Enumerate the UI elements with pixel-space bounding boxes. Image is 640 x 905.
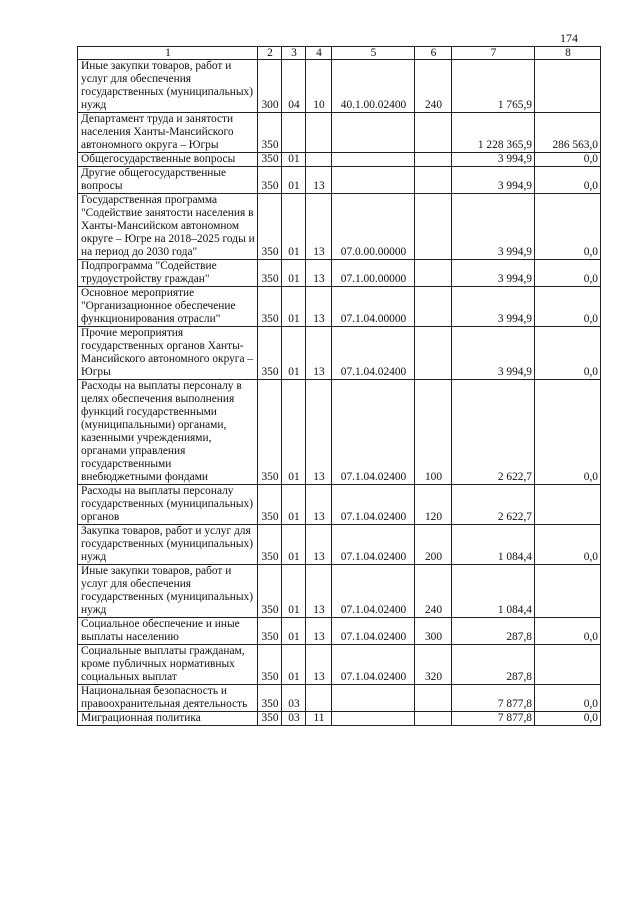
target-article-cell: 07.1.04.02400 [332,645,415,685]
section-cell: 01 [282,525,306,565]
expense-type-cell: 200 [415,525,452,565]
expense-type-cell: 320 [415,645,452,685]
section-cell: 01 [282,287,306,327]
subsection-cell: 13 [306,327,332,380]
row-name-cell: Закупка товаров, работ и услуг для государственных (муниципальных) нужд [78,525,258,565]
section-cell: 01 [282,194,306,260]
subsection-cell [306,113,332,153]
gr-code-cell: 350 [258,167,282,194]
subsection-cell: 13 [306,167,332,194]
target-article-cell: 07.1.04.02400 [332,618,415,645]
section-cell: 03 [282,685,306,712]
amount-cell: 7 877,8 [452,685,535,712]
table-row [78,380,601,485]
gr-code-cell: 350 [258,380,282,485]
section-cell: 01 [282,260,306,287]
table-row [78,153,601,167]
expense-type-cell [415,194,452,260]
gr-code-cell: 350 [258,153,282,167]
subvention-amount-cell [535,485,601,525]
target-article-cell: 07.1.00.00000 [332,260,415,287]
row-name-cell: Социальное обеспечение и иные выплаты населению [78,618,258,645]
row-name-cell: Государственная программа "Содействие занятости населения в Ханты-Мансийском автономном округе – Югре на 2018–2025 годы и на период до 2030 года" [78,194,258,260]
subvention-amount-cell: 0,0 [535,327,601,380]
target-article-cell [332,712,415,726]
target-article-cell: 07.1.04.02400 [332,485,415,525]
row-name-cell: Общегосударственные вопросы [78,153,258,167]
subsection-cell: 13 [306,287,332,327]
subvention-amount-cell [535,565,601,618]
gr-code-cell: 350 [258,113,282,153]
column-header: 6 [415,47,452,60]
amount-cell: 287,8 [452,618,535,645]
expense-type-cell [415,167,452,194]
subsection-cell: 13 [306,618,332,645]
row-name-cell: Прочие мероприятия государственных органов Ханты-Мансийского автономного округа – Югры [78,327,258,380]
target-article-cell [332,167,415,194]
subvention-amount-cell: 0,0 [535,287,601,327]
section-cell [282,113,306,153]
subvention-amount-cell: 286 563,0 [535,113,601,153]
expense-type-cell [415,153,452,167]
column-header: 2 [258,47,282,60]
section-cell: 01 [282,153,306,167]
gr-code-cell: 350 [258,287,282,327]
gr-code-cell: 350 [258,645,282,685]
subvention-amount-cell: 0,0 [535,194,601,260]
subsection-cell: 11 [306,712,332,726]
table-row [78,287,601,327]
expense-type-cell: 120 [415,485,452,525]
table-row [78,327,601,380]
section-cell: 01 [282,485,306,525]
subsection-cell: 10 [306,60,332,113]
subvention-amount-cell: 0,0 [535,525,601,565]
amount-cell: 3 994,9 [452,194,535,260]
table-row [78,712,601,726]
expense-type-cell: 100 [415,380,452,485]
table-row [78,194,601,260]
target-article-cell: 07.1.04.02400 [332,525,415,565]
table-row [78,525,601,565]
amount-cell: 3 994,9 [452,153,535,167]
target-article-cell: 07.0.00.00000 [332,194,415,260]
subvention-amount-cell: 0,0 [535,712,601,726]
gr-code-cell: 350 [258,685,282,712]
page-number: 174 [560,31,578,45]
subsection-cell: 13 [306,194,332,260]
subvention-amount-cell: 0,0 [535,260,601,287]
table-row [78,485,601,525]
table-row [78,645,601,685]
table-body [78,60,601,726]
row-name-cell: Социальные выплаты гражданам, кроме публичных нормативных социальных выплат [78,645,258,685]
row-name-cell: Национальная безопасность и правоохранительная деятельность [78,685,258,712]
table-row [78,60,601,113]
amount-cell: 3 994,9 [452,327,535,380]
subvention-amount-cell [535,645,601,685]
subsection-cell: 13 [306,260,332,287]
row-name-cell: Департамент труда и занятости населения Ханты-Мансийского автономного округа – Югры [78,113,258,153]
section-cell: 01 [282,327,306,380]
section-cell: 03 [282,712,306,726]
subvention-amount-cell: 0,0 [535,380,601,485]
gr-code-cell: 350 [258,618,282,645]
target-article-cell [332,113,415,153]
table-row [78,113,601,153]
amount-cell: 287,8 [452,645,535,685]
target-article-cell: 07.1.04.02400 [332,565,415,618]
row-name-cell: Другие общегосударственные вопросы [78,167,258,194]
amount-cell: 1 765,9 [452,60,535,113]
budget-table [77,46,601,726]
row-name-cell: Расходы на выплаты персоналу государственных (муниципальных) органов [78,485,258,525]
amount-cell: 1 084,4 [452,565,535,618]
gr-code-cell: 350 [258,525,282,565]
subvention-amount-cell: 0,0 [535,685,601,712]
subvention-amount-cell: 0,0 [535,167,601,194]
row-name-cell: Иные закупки товаров, работ и услуг для обеспечения государственных (муниципальных) нужд [78,565,258,618]
target-article-cell [332,685,415,712]
expense-type-cell [415,260,452,287]
row-name-cell: Иные закупки товаров, работ и услуг для обеспечения государственных (муниципальных) нужд [78,60,258,113]
gr-code-cell: 350 [258,712,282,726]
amount-cell: 2 622,7 [452,380,535,485]
table-header-row [78,47,601,60]
amount-cell: 1 084,4 [452,525,535,565]
target-article-cell: 07.1.04.00000 [332,287,415,327]
expense-type-cell: 240 [415,565,452,618]
section-cell: 04 [282,60,306,113]
gr-code-cell: 350 [258,485,282,525]
expense-type-cell [415,685,452,712]
subvention-amount-cell [535,60,601,113]
subsection-cell [306,685,332,712]
section-cell: 01 [282,618,306,645]
target-article-cell [332,153,415,167]
amount-cell: 2 622,7 [452,485,535,525]
gr-code-cell: 350 [258,565,282,618]
table-row [78,167,601,194]
section-cell: 01 [282,167,306,194]
gr-code-cell: 300 [258,60,282,113]
column-header: 3 [282,47,306,60]
target-article-cell: 07.1.04.02400 [332,327,415,380]
row-name-cell: Подпрограмма "Содействие трудоустройству граждан" [78,260,258,287]
amount-cell: 3 994,9 [452,287,535,327]
subvention-amount-cell: 0,0 [535,153,601,167]
gr-code-cell: 350 [258,327,282,380]
subsection-cell: 13 [306,525,332,565]
subsection-cell: 13 [306,645,332,685]
column-header: 4 [306,47,332,60]
expense-type-cell [415,712,452,726]
subsection-cell [306,153,332,167]
row-name-cell: Основное мероприятие "Организационное обеспечение функционирования отрасли" [78,287,258,327]
section-cell: 01 [282,380,306,485]
subsection-cell: 13 [306,485,332,525]
subsection-cell: 13 [306,380,332,485]
gr-code-cell: 350 [258,260,282,287]
row-name-cell: Миграционная политика [78,712,258,726]
expense-type-cell: 240 [415,60,452,113]
expense-type-cell: 300 [415,618,452,645]
table-row [78,618,601,645]
target-article-cell: 07.1.04.02400 [332,380,415,485]
subvention-amount-cell: 0,0 [535,618,601,645]
table-row [78,565,601,618]
amount-cell: 3 994,9 [452,167,535,194]
amount-cell: 1 228 365,9 [452,113,535,153]
expense-type-cell [415,287,452,327]
column-header: 7 [452,47,535,60]
column-header: 8 [535,47,601,60]
expense-type-cell [415,113,452,153]
amount-cell: 7 877,8 [452,712,535,726]
expense-type-cell [415,327,452,380]
section-cell: 01 [282,645,306,685]
column-header: 5 [332,47,415,60]
row-name-cell: Расходы на выплаты персоналу в целях обеспечения выполнения функций государственными (муниципальными) органами, казенными учреждениями, органами управления государственными внебюджетными фондами [78,380,258,485]
amount-cell: 3 994,9 [452,260,535,287]
gr-code-cell: 350 [258,194,282,260]
target-article-cell: 40.1.00.02400 [332,60,415,113]
column-header: 1 [78,47,258,60]
table-row [78,685,601,712]
subsection-cell: 13 [306,565,332,618]
section-cell: 01 [282,565,306,618]
table-row [78,260,601,287]
